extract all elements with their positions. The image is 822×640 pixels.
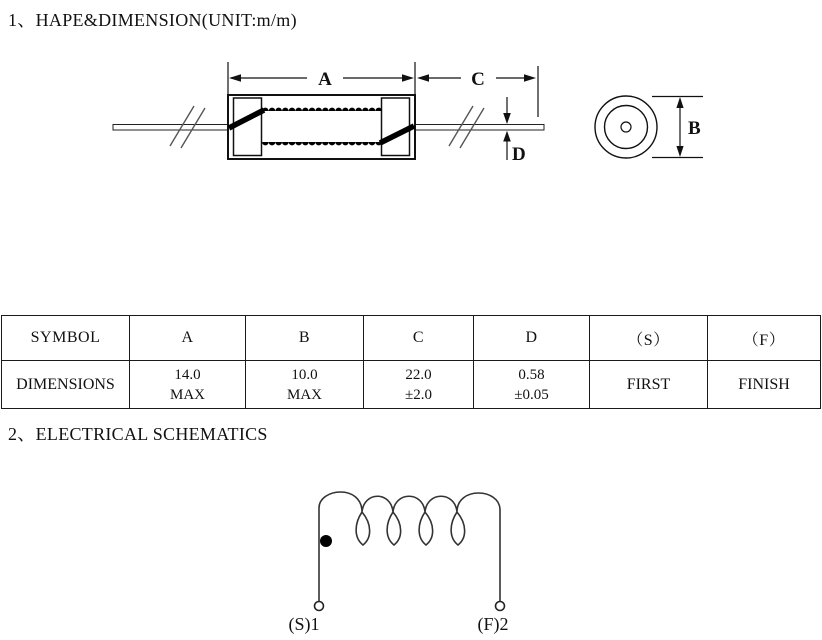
cell-d xyxy=(474,361,590,409)
coil-schematic xyxy=(250,460,570,638)
section1-title: 1、HAPE&DIMENSION(UNIT:m/m) xyxy=(8,10,297,30)
header-c: C xyxy=(364,316,474,361)
header-f: （F） xyxy=(708,316,821,361)
cell-b-tol: MAX xyxy=(286,386,322,403)
cell-s: FIRST xyxy=(590,361,708,409)
cell-f: FINISH xyxy=(708,361,821,409)
cell-d-tol: ±0.05 xyxy=(514,386,549,403)
dimension-drawing xyxy=(0,50,760,190)
header-b: B xyxy=(246,316,364,361)
dim-b-arrow xyxy=(652,97,703,158)
dim-a-arrow xyxy=(229,69,414,90)
cell-b xyxy=(246,361,364,409)
terminal-finish-label: (F)2 xyxy=(477,614,509,634)
inductor-symbol xyxy=(319,492,500,601)
dimensions-table xyxy=(1,315,821,409)
cell-b-value: 10.0 xyxy=(291,366,318,383)
section2-title: 2、ELECTRICAL SCHEMATICS xyxy=(8,424,268,444)
dim-b-label: B xyxy=(688,118,701,139)
header-symbol: SYMBOL xyxy=(2,316,130,361)
terminal-start xyxy=(315,602,324,611)
cell-d-value: 0.58 xyxy=(518,366,545,383)
dim-c-label: C xyxy=(471,69,485,90)
cell-a xyxy=(130,361,246,409)
polarity-dot xyxy=(320,535,332,547)
terminal-finish xyxy=(496,602,505,611)
end-view xyxy=(595,96,657,158)
dim-c-arrow xyxy=(417,69,536,90)
cell-a-value: 14.0 xyxy=(174,366,201,383)
component-body xyxy=(228,95,415,159)
dim-a-label: A xyxy=(318,69,332,90)
cell-c-value: 22.0 xyxy=(405,366,432,383)
header-d: D xyxy=(474,316,590,361)
header-s: （S） xyxy=(590,316,708,361)
table-header-row xyxy=(2,316,821,361)
cell-c xyxy=(364,361,474,409)
table-data-row xyxy=(2,361,821,409)
dim-d-arrow xyxy=(503,97,526,165)
cell-c-tol: ±2.0 xyxy=(405,386,432,403)
header-a: A xyxy=(130,316,246,361)
cell-row-label: DIMENSIONS xyxy=(2,361,130,409)
terminal-start-label: (S)1 xyxy=(288,614,320,634)
dim-d-label: D xyxy=(512,144,526,165)
cell-a-tol: MAX xyxy=(169,386,205,403)
